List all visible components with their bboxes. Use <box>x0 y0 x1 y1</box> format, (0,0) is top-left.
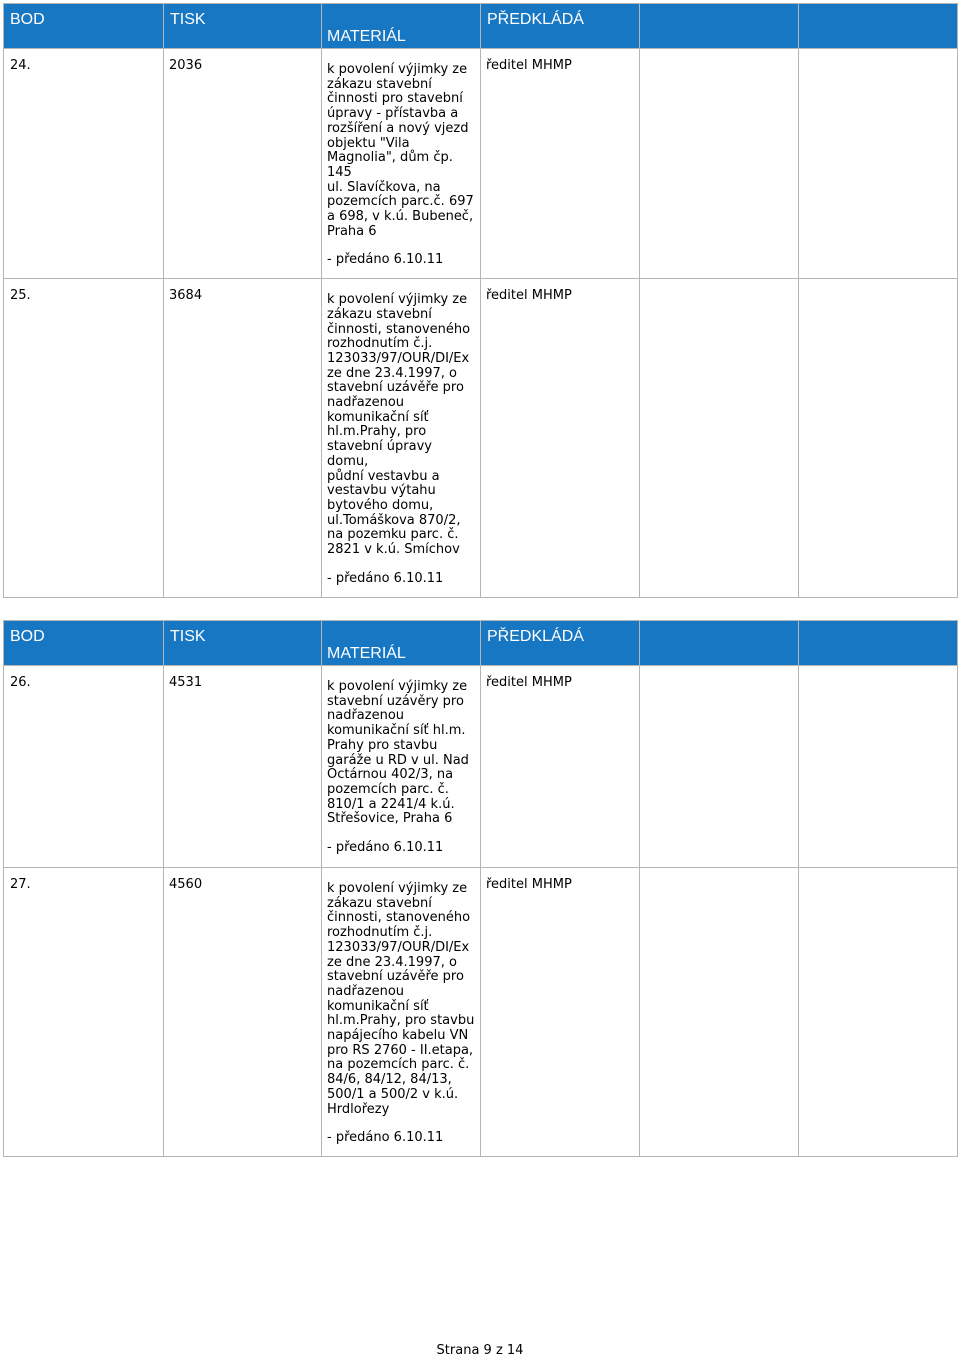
header-predklada: PŘEDKLÁDÁ <box>481 621 640 666</box>
handover-note: - předáno 6.10.11 <box>327 1130 444 1146</box>
table-header-row <box>4 621 958 666</box>
handover-note: - předáno 6.10.11 <box>327 840 444 856</box>
cell-bod: 25. <box>4 279 164 597</box>
table-row <box>4 868 958 1157</box>
cell-tisk: 4560 <box>164 868 322 1157</box>
header-tisk: TISK <box>164 621 322 666</box>
header-empty <box>640 621 799 666</box>
header-empty <box>640 4 799 49</box>
cell-material <box>322 49 481 279</box>
material-description: k povolení výjimky ze zákazu stavební činnosti, stanoveného rozhodnutím č.j. 123033/97/OUR/DI/Ex ze dne 23.4.1997, o stavební uzávěře pro nadřazenou komunikační síť hl.m.Prahy, pro stavební úpravy domu, půdní vestavbu a vestavbu výtahu bytového domu, ul.Tomáškova 870/2, na pozemku parc. č. 2821 v k.ú. Smíchov <box>327 292 471 558</box>
cell-tisk: 2036 <box>164 49 322 279</box>
cell-empty <box>799 666 958 868</box>
table-header-row <box>4 4 958 49</box>
header-material: MATERIÁL <box>322 4 481 49</box>
header-empty <box>799 4 958 49</box>
table-row <box>4 666 958 868</box>
cell-empty <box>640 868 799 1157</box>
header-predklada: PŘEDKLÁDÁ <box>481 4 640 49</box>
cell-empty <box>799 279 958 597</box>
cell-predklada: ředitel MHMP <box>481 279 640 597</box>
agenda-table-2 <box>3 620 958 1157</box>
cell-predklada: ředitel MHMP <box>481 666 640 868</box>
header-bod: BOD <box>4 621 164 666</box>
handover-note: - předáno 6.10.11 <box>327 570 444 586</box>
cell-bod: 24. <box>4 49 164 279</box>
cell-predklada: ředitel MHMP <box>481 868 640 1157</box>
cell-empty <box>640 279 799 597</box>
page-number: Strana 9 z 14 <box>436 1343 524 1358</box>
material-description: k povolení výjimky ze zákazu stavební činnosti, stanoveného rozhodnutím č.j. 123033/97/OUR/DI/Ex ze dne 23.4.1997, o stavební uzávěře pro nadřazenou komunikační síť hl.m.Prahy, pro stavbu napájecího kabelu VN pro RS 2760 - II.etapa, na pozemcích parc. č. 84/6, 84/12, 84/13, 500/1 a 500/2 v k.ú. Hrdlořezy <box>327 881 475 1117</box>
agenda-table-1 <box>3 3 958 598</box>
material-description: k povolení výjimky ze zákazu stavební činnosti pro stavební úpravy - přístavba a rozšíření a nový vjezd objektu "Vila Magnolia", dům čp. 145 ul. Slavíčkova, na pozemcích parc.č. 697 a 698, v k.ú. Bubeneč, Praha 6 <box>327 62 474 239</box>
material-description: k povolení výjimky ze stavební uzávěry pro nadřazenou komunikační síť hl.m. Prahy pro stavbu garáže u RD v ul. Nad Octárnou 402/3, na pozemcích parc. č. 810/1 a 2241/4 k.ú. Střešovice, Praha 6 <box>327 679 469 827</box>
cell-empty <box>640 666 799 868</box>
table-row <box>4 279 958 597</box>
header-bod: BOD <box>4 4 164 49</box>
cell-empty <box>799 49 958 279</box>
header-tisk: TISK <box>164 4 322 49</box>
cell-material <box>322 279 481 597</box>
handover-note: - předáno 6.10.11 <box>327 252 444 268</box>
cell-bod: 27. <box>4 868 164 1157</box>
table-row <box>4 49 958 279</box>
cell-material <box>322 666 481 868</box>
cell-material <box>322 868 481 1157</box>
header-empty <box>799 621 958 666</box>
cell-predklada: ředitel MHMP <box>481 49 640 279</box>
cell-tisk: 4531 <box>164 666 322 868</box>
cell-tisk: 3684 <box>164 279 322 597</box>
cell-empty <box>799 868 958 1157</box>
header-material: MATERIÁL <box>322 621 481 666</box>
cell-empty <box>640 49 799 279</box>
cell-bod: 26. <box>4 666 164 868</box>
